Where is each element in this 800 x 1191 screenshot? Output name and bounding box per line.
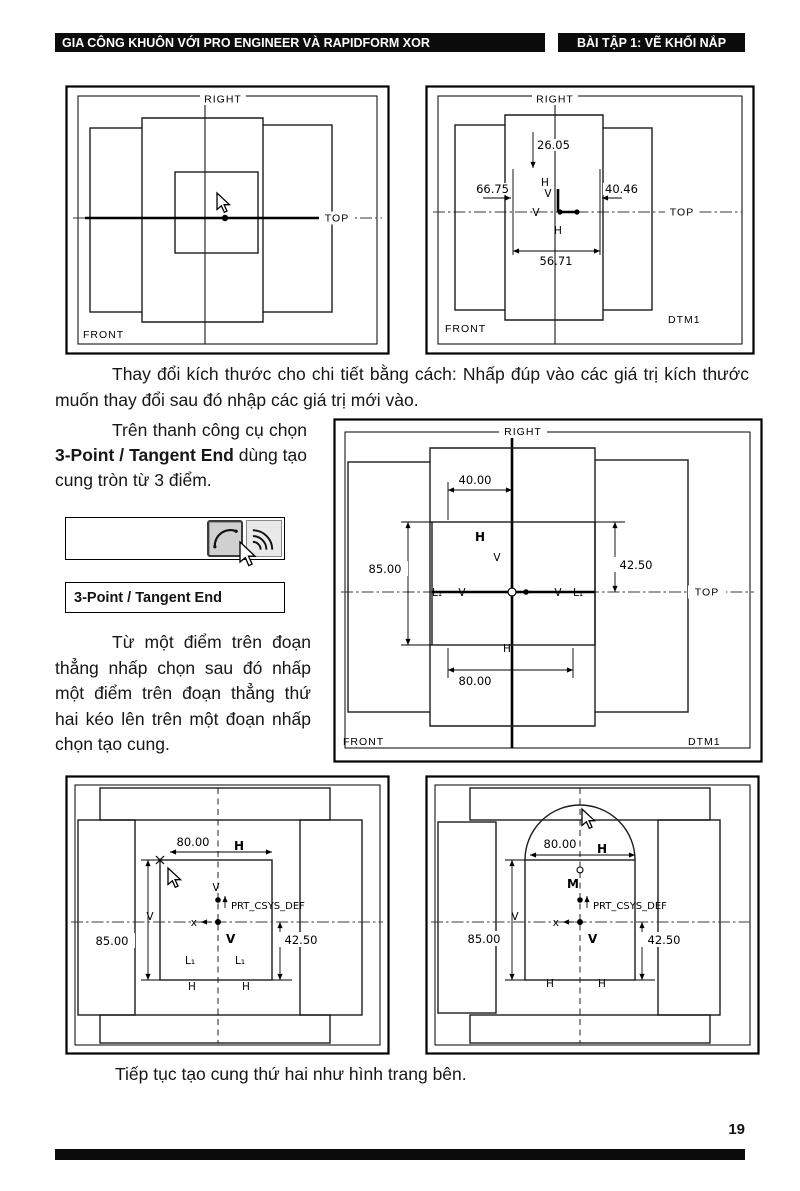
length-label-l1: L₁: [572, 587, 584, 599]
datum-label-right: RIGHT: [204, 93, 242, 106]
constraint-h: H: [554, 225, 562, 237]
sketch-point: [574, 209, 579, 214]
midpoint-label-m: M: [567, 877, 579, 891]
datum-label-top: TOP: [669, 206, 695, 219]
figure-border: [67, 777, 389, 1054]
datum-label-right: RIGHT: [536, 93, 574, 106]
datum-label-front: FRONT: [83, 329, 125, 341]
constraint-h: H: [598, 978, 606, 990]
sketch-point: [523, 589, 529, 595]
constraint-h: H: [242, 981, 250, 993]
datum-label-top: TOP: [694, 586, 720, 599]
dimension-value-left: 85.00: [467, 932, 501, 946]
dimension-value-top: 80.00: [176, 835, 210, 849]
dimension-value-top: 26.05: [537, 138, 570, 152]
datum-label-dtm1: DTM1: [668, 314, 701, 326]
figure-sketch-before-arc: [65, 775, 390, 1055]
dimension-value-top: 80.00: [543, 837, 577, 851]
center-point-marker: [508, 588, 516, 596]
dimension-value-bottom: 80.00: [458, 674, 492, 688]
sketch-point: [557, 209, 562, 214]
dimension-value-right: 42.50: [647, 933, 681, 947]
part-outline: [438, 788, 720, 1043]
part-outline: [90, 118, 332, 322]
sketch-point: [577, 897, 583, 903]
header-left-bar: GIA CÔNG KHUÔN VỚI PRO ENGINEER VÀ RAPIDFORM XOR: [55, 33, 545, 52]
length-label-l1: L₁: [184, 955, 196, 967]
constraint-v: V: [226, 932, 236, 946]
constraint-h: H: [503, 643, 511, 655]
command-name: 3-Point / Tangent End: [55, 444, 234, 465]
constraint-v: V: [493, 552, 501, 564]
part-outline: [348, 448, 688, 726]
constraint-h: H: [541, 177, 549, 189]
dimension-value-left: 66.75: [476, 182, 509, 196]
dimension-value-bottom: 56.71: [539, 254, 573, 268]
origin-point: [215, 919, 221, 925]
dimension-value-right: 42.50: [284, 933, 318, 947]
sketch-point: [215, 897, 221, 903]
constraint-h: H: [233, 839, 245, 853]
constraint-v: V: [511, 911, 519, 923]
paragraph-toolbar-intro: [55, 418, 307, 492]
constraint-v: V: [532, 207, 540, 219]
csys-label: PRT_CSYS_DEF: [593, 901, 667, 912]
x-axis-label: x: [190, 917, 197, 929]
datum-label-front: FRONT: [343, 736, 385, 748]
datum-label-top: TOP: [324, 212, 350, 225]
constraint-h: H: [474, 530, 486, 544]
datum-label-front: FRONT: [445, 323, 487, 335]
cursor-icon: [168, 868, 181, 887]
csys-label: PRT_CSYS_DEF: [231, 901, 305, 912]
cursor-icon: [217, 193, 230, 212]
length-label-l1: L₁: [234, 955, 246, 967]
dimension-value-right: 42.50: [619, 558, 653, 572]
constraint-v: V: [146, 911, 154, 923]
figure-sketch-dimensioned: [425, 85, 755, 355]
sketch-point: [222, 215, 228, 221]
arc-toolbar-figure: [65, 517, 285, 560]
constraint-v: V: [458, 587, 466, 599]
constraint-v: V: [588, 932, 598, 946]
dimension-lines: [141, 852, 292, 980]
figure-sketch-with-arc: [425, 775, 760, 1055]
toolbar-command-label: 3-Point / Tangent End: [65, 582, 285, 613]
figure-border: [427, 87, 754, 354]
datum-label-right: RIGHT: [504, 426, 542, 438]
dimension-value-left: 85.00: [95, 934, 129, 948]
constraint-v: V: [544, 188, 552, 200]
figure-caption: Tiếp tục tạo cung thứ hai như hình trang bên.: [115, 1064, 467, 1084]
x-axis-label: x: [552, 917, 559, 929]
page-number: 19: [728, 1121, 745, 1138]
constraint-v: V: [212, 882, 220, 894]
figure-sketch-new-dimensions: [333, 418, 763, 763]
constraint-h: H: [596, 842, 608, 856]
dimension-value-right: 40.46: [605, 182, 638, 196]
paragraph-arc-steps: Từ một điểm trên đoạn thẳng nhấp chọn sau đó nhấp một điểm trên đoạn thẳng thứ hai kéo lên trên một đoạn nhấp chọn tạo cung.: [55, 632, 311, 754]
datum-label-dtm1: DTM1: [688, 736, 721, 748]
cursor-icon: [582, 809, 595, 828]
paragraph-post: dùng tạo cung tròn từ 3 điểm.: [55, 444, 307, 490]
paragraph-resize-instructions: Thay đổi kích thước cho chi tiết bằng cách: Nhấp đúp vào các giá trị kích thước muốn thay đổi sau đó nhập các giá trị mới vào.: [55, 364, 749, 410]
cursor-icon: [234, 540, 260, 574]
constraint-v: V: [554, 587, 562, 599]
constraint-h: H: [546, 978, 554, 990]
dimension-value-left: 85.00: [368, 562, 402, 576]
footer-rule: [55, 1149, 745, 1160]
paragraph-pre: Trên thanh công cụ chọn: [112, 420, 307, 440]
header-right-bar: BÀI TẬP 1: VẼ KHỐI NẮP: [558, 33, 745, 52]
length-label-l1: L₁: [431, 587, 443, 599]
constraint-h: H: [188, 981, 196, 993]
dimension-value-top: 40.00: [458, 473, 492, 487]
figure-sketch-initial: [65, 85, 390, 355]
origin-point: [577, 919, 583, 925]
part-outline: [78, 788, 362, 1043]
